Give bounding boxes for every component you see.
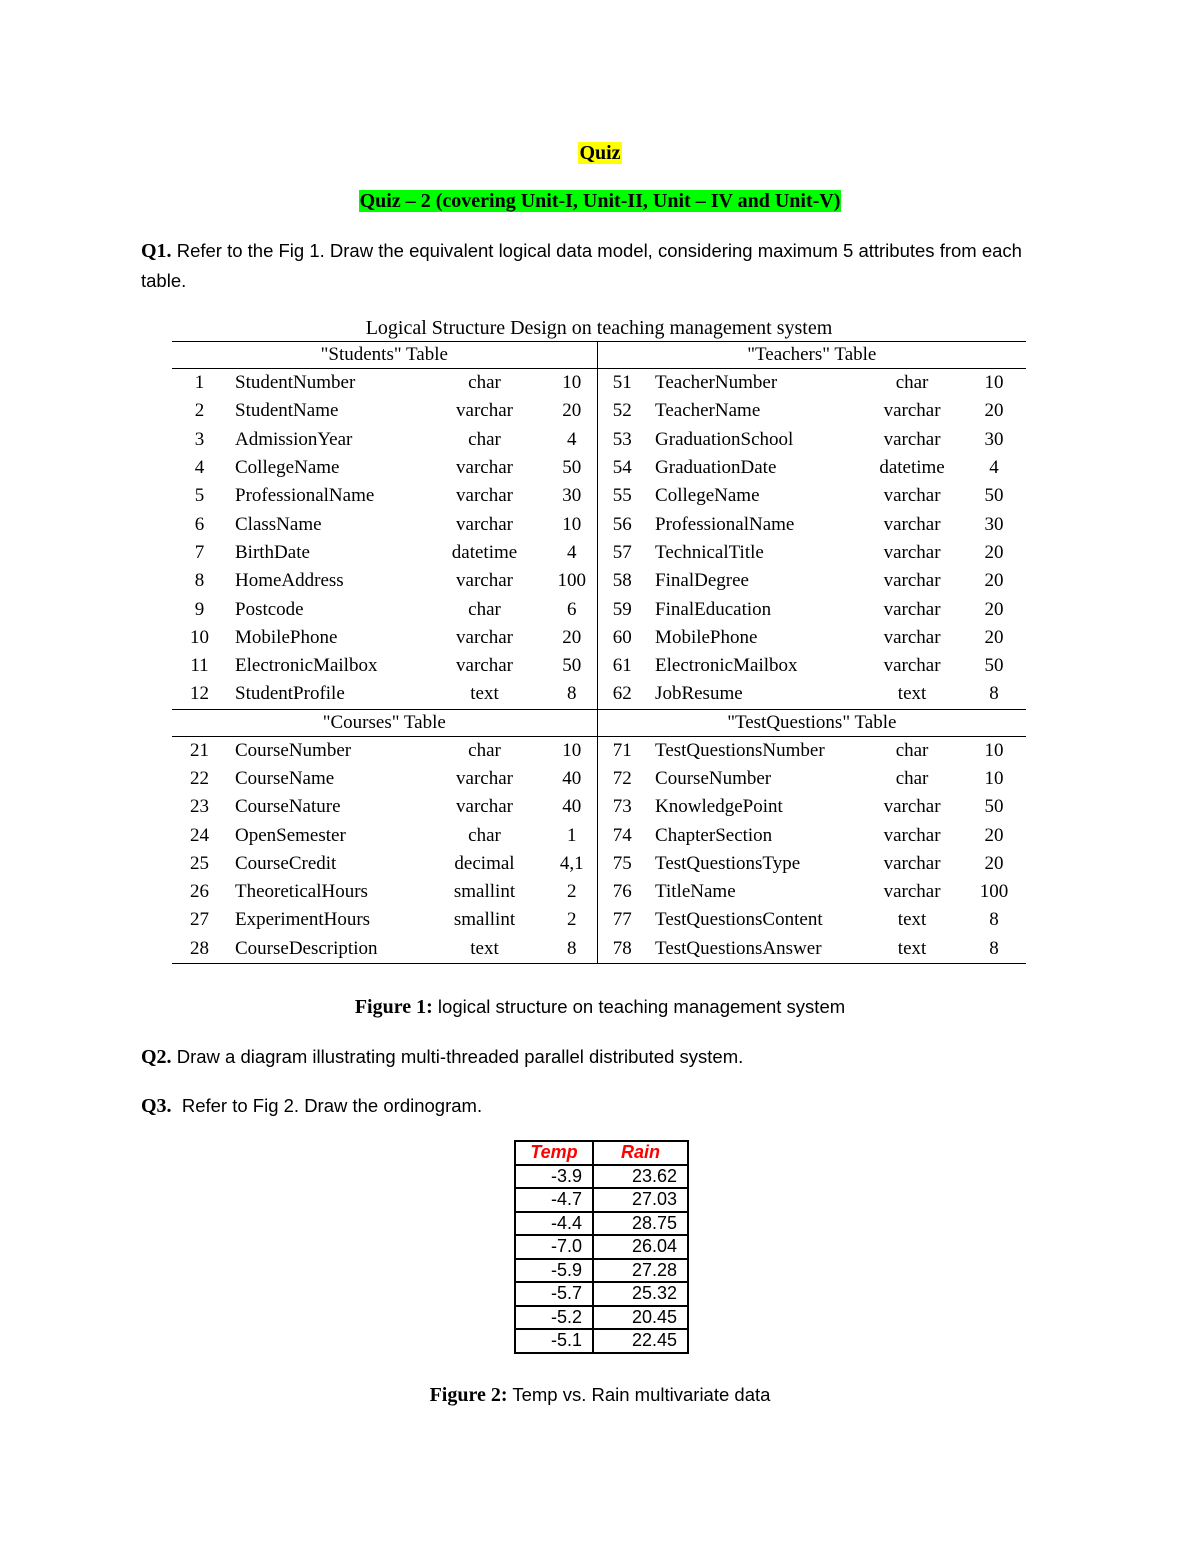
students-field-type: char bbox=[468, 598, 501, 620]
courses-field-name: CourseNumber bbox=[235, 739, 352, 761]
students-field-type: varchar bbox=[456, 513, 513, 535]
teachers-field-number: 52 bbox=[597, 397, 647, 425]
courses-field-number: 21 bbox=[190, 739, 209, 761]
courses-field-number: 28 bbox=[172, 935, 227, 964]
students-field-name: BirthDate bbox=[235, 541, 310, 563]
teachers-field-number: 59 bbox=[597, 595, 647, 623]
teachers-field-type: varchar bbox=[883, 485, 941, 507]
table-row bbox=[172, 680, 1026, 709]
temp-rain-row bbox=[515, 1212, 688, 1236]
teachers-field-number: 61 bbox=[597, 652, 647, 680]
table-row bbox=[172, 369, 1026, 398]
students-field-length: 6 bbox=[567, 598, 577, 620]
students-field-length: 8 bbox=[547, 680, 597, 709]
students-field-number: 1 bbox=[194, 372, 205, 394]
testquestions-field-name: TestQuestionsContent bbox=[655, 909, 823, 931]
table-row bbox=[172, 850, 1026, 878]
students-field-name: ProfessionalName bbox=[235, 485, 375, 507]
table-header-row bbox=[172, 342, 1026, 369]
testquestions-field-length: 100 bbox=[979, 881, 1009, 903]
courses-field-type: decimal bbox=[454, 852, 515, 874]
students-field-type: varchar bbox=[456, 400, 513, 422]
students-field-name: MobilePhone bbox=[235, 626, 338, 648]
students-field-type: datetime bbox=[451, 541, 518, 563]
temp-value: -5.9 bbox=[515, 1259, 593, 1283]
courses-field-name: ExperimentHours bbox=[235, 909, 371, 931]
temp-rain-row bbox=[515, 1282, 688, 1306]
testquestions-field-name: TitleName bbox=[655, 881, 736, 903]
temp-rain-row bbox=[515, 1188, 688, 1212]
teachers-field-type: char bbox=[895, 372, 929, 394]
teachers-field-length: 50 bbox=[984, 655, 1004, 677]
testquestions-field-length: 8 bbox=[989, 909, 999, 931]
courses-field-number: 27 bbox=[190, 909, 209, 931]
rain-value: 22.45 bbox=[593, 1329, 688, 1353]
testquestions-field-length: 20 bbox=[984, 852, 1004, 874]
rain-value: 25.32 bbox=[593, 1282, 688, 1306]
teachers-field-length: 20 bbox=[984, 598, 1004, 620]
testquestions-field-number: 72 bbox=[597, 765, 647, 793]
rain-value: 26.04 bbox=[593, 1235, 688, 1259]
students-field-length: 100 bbox=[557, 570, 587, 592]
teachers-field-length: 50 bbox=[984, 485, 1004, 507]
table-row bbox=[172, 482, 1026, 510]
teachers-field-type: varchar bbox=[883, 541, 941, 563]
logical-structure-table bbox=[172, 341, 1026, 964]
courses-field-number: 23 bbox=[190, 796, 209, 818]
testquestions-field-type: varchar bbox=[883, 852, 941, 874]
table-row bbox=[172, 935, 1026, 964]
table-row bbox=[172, 595, 1026, 623]
testquestions-field-type: text bbox=[862, 935, 962, 964]
teachers-field-number: 54 bbox=[597, 454, 647, 482]
students-field-name: CollegeName bbox=[235, 457, 340, 479]
courses-field-number: 24 bbox=[190, 824, 209, 846]
courses-field-name: CourseName bbox=[235, 768, 335, 789]
courses-field-length: 8 bbox=[547, 935, 597, 964]
courses-field-type: text bbox=[422, 935, 547, 964]
figure-1-caption-text: logical structure on teaching management system bbox=[432, 996, 846, 1017]
teachers-field-name: ElectronicMailbox bbox=[655, 655, 798, 677]
students-field-type: varchar bbox=[456, 570, 513, 592]
courses-table-title: "Courses" Table bbox=[172, 709, 597, 736]
testquestions-field-number: 77 bbox=[597, 906, 647, 934]
quiz-subheading-text: Quiz – 2 (covering Unit-I, Unit-II, Unit – IV and Unit-V) bbox=[359, 190, 841, 212]
courses-field-length: 4,1 bbox=[559, 852, 584, 874]
table-row bbox=[172, 736, 1026, 765]
temp-rain-row bbox=[515, 1165, 688, 1189]
table-row bbox=[172, 510, 1026, 538]
students-field-type: varchar bbox=[456, 485, 513, 507]
testquestions-field-name: TestQuestionsNumber bbox=[655, 739, 825, 761]
students-field-number: 2 bbox=[194, 400, 205, 422]
students-field-type: char bbox=[468, 372, 501, 394]
courses-field-type: smallint bbox=[453, 909, 516, 931]
quiz-heading-text: Quiz bbox=[579, 142, 621, 164]
teachers-table-title: "Teachers" Table bbox=[597, 342, 1026, 369]
teachers-field-name: GraduationSchool bbox=[655, 428, 794, 450]
courses-field-name: TheoreticalHours bbox=[235, 881, 368, 903]
temp-value: -3.9 bbox=[515, 1165, 593, 1189]
teachers-field-number: 60 bbox=[597, 624, 647, 652]
quiz-subheading bbox=[0, 190, 1200, 213]
testquestions-field-number: 71 bbox=[597, 736, 647, 765]
rain-value: 28.75 bbox=[593, 1212, 688, 1236]
temp-rain-row bbox=[515, 1329, 688, 1353]
testquestions-field-number: 75 bbox=[597, 850, 647, 878]
testquestions-table-title: "TestQuestions" Table bbox=[597, 709, 1026, 736]
students-field-number: 11 bbox=[190, 655, 209, 677]
testquestions-field-type: varchar bbox=[883, 824, 941, 846]
students-field-name: HomeAddress bbox=[235, 570, 344, 592]
students-field-length: 20 bbox=[562, 400, 582, 422]
question-2-label: Q2. bbox=[141, 1046, 172, 1068]
table-row bbox=[172, 652, 1026, 680]
students-field-number: 8 bbox=[194, 570, 205, 592]
students-field-length: 20 bbox=[562, 626, 582, 648]
testquestions-field-number: 73 bbox=[597, 793, 647, 821]
teachers-field-number: 58 bbox=[597, 567, 647, 595]
question-1-text: Refer to the Fig 1. Draw the equivalent logical data model, considering maximum 5 attributes from each table. bbox=[141, 240, 1022, 291]
table-row bbox=[172, 793, 1026, 821]
table-row bbox=[172, 821, 1026, 849]
teachers-field-number: 51 bbox=[597, 369, 647, 398]
table-row bbox=[172, 397, 1026, 425]
figure-1-title: Logical Structure Design on teaching management system bbox=[365, 317, 833, 339]
students-field-number: 7 bbox=[194, 541, 205, 563]
students-field-name: ElectronicMailbox bbox=[235, 655, 378, 677]
temp-rain-row bbox=[515, 1235, 688, 1259]
courses-field-length: 1 bbox=[567, 824, 577, 846]
testquestions-field-name: CourseNumber bbox=[655, 768, 772, 789]
testquestions-field-length: 10 bbox=[984, 768, 1004, 789]
students-field-length: 50 bbox=[562, 655, 582, 677]
teachers-field-name: ProfessionalName bbox=[655, 513, 795, 535]
students-field-type: varchar bbox=[456, 457, 513, 479]
courses-field-type: varchar bbox=[456, 796, 513, 818]
teachers-field-length: 10 bbox=[984, 372, 1004, 394]
temp-rain-row bbox=[515, 1259, 688, 1283]
students-field-number: 6 bbox=[194, 513, 205, 535]
students-field-length: 4 bbox=[567, 428, 577, 450]
courses-field-length: 40 bbox=[562, 796, 582, 818]
testquestions-field-number: 76 bbox=[597, 878, 647, 906]
teachers-field-number: 55 bbox=[597, 482, 647, 510]
table-row bbox=[172, 765, 1026, 793]
courses-field-name: OpenSemester bbox=[235, 824, 346, 846]
question-3-label: Q3. bbox=[141, 1095, 172, 1117]
teachers-field-type: varchar bbox=[883, 570, 941, 592]
temp-value: -5.1 bbox=[515, 1329, 593, 1353]
students-field-number: 3 bbox=[194, 428, 205, 450]
temp-value: -4.4 bbox=[515, 1212, 593, 1236]
question-1-label: Q1. bbox=[141, 240, 172, 262]
testquestions-field-number: 78 bbox=[597, 935, 647, 964]
figure-2-caption-label: Figure 2: bbox=[429, 1384, 508, 1406]
teachers-field-length: 8 bbox=[962, 680, 1026, 709]
testquestions-field-name: ChapterSection bbox=[655, 824, 773, 846]
courses-field-type: smallint bbox=[453, 881, 516, 903]
courses-field-type: char bbox=[468, 824, 501, 846]
teachers-field-number: 57 bbox=[597, 539, 647, 567]
teachers-field-type: datetime bbox=[879, 457, 945, 479]
figure-2-caption bbox=[0, 1384, 1200, 1407]
students-field-type: varchar bbox=[456, 655, 513, 677]
courses-field-number: 22 bbox=[190, 768, 209, 789]
teachers-field-length: 30 bbox=[984, 428, 1004, 450]
teachers-field-name: MobilePhone bbox=[655, 626, 758, 648]
teachers-field-name: TechnicalTitle bbox=[655, 541, 764, 563]
question-1 bbox=[141, 236, 1061, 295]
teachers-field-length: 20 bbox=[984, 541, 1004, 563]
students-field-name: StudentName bbox=[235, 400, 339, 422]
table-header-row bbox=[172, 709, 1026, 736]
students-field-name: StudentProfile bbox=[227, 680, 422, 709]
courses-field-name: CourseNature bbox=[235, 796, 341, 818]
question-2 bbox=[141, 1042, 1061, 1072]
table-row bbox=[172, 878, 1026, 906]
students-field-number: 12 bbox=[172, 680, 227, 709]
students-field-number: 10 bbox=[190, 626, 209, 648]
teachers-field-number: 53 bbox=[597, 426, 647, 454]
teachers-field-name: GraduationDate bbox=[655, 457, 777, 479]
teachers-field-number: 56 bbox=[597, 510, 647, 538]
teachers-field-name: CollegeName bbox=[655, 485, 760, 507]
temp-value: -4.7 bbox=[515, 1188, 593, 1212]
teachers-field-length: 30 bbox=[984, 513, 1004, 535]
students-table-title: "Students" Table bbox=[172, 342, 597, 369]
testquestions-field-type: char bbox=[895, 739, 929, 761]
teachers-field-name: JobResume bbox=[647, 680, 862, 709]
temp-header: Temp bbox=[515, 1141, 593, 1165]
rain-value: 20.45 bbox=[593, 1306, 688, 1330]
students-field-type: char bbox=[468, 428, 501, 450]
table-row bbox=[172, 567, 1026, 595]
students-field-name: Postcode bbox=[235, 598, 304, 620]
testquestions-field-name: TestQuestionsAnswer bbox=[647, 935, 862, 964]
rain-header: Rain bbox=[593, 1141, 688, 1165]
teachers-field-number: 62 bbox=[597, 680, 647, 709]
teachers-field-type: varchar bbox=[883, 428, 941, 450]
testquestions-field-type: varchar bbox=[883, 881, 941, 903]
figure-1-caption-label: Figure 1: bbox=[354, 996, 433, 1018]
courses-field-name: CourseDescription bbox=[227, 935, 422, 964]
question-2-text: Draw a diagram illustrating multi-threaded parallel distributed system. bbox=[171, 1046, 744, 1067]
students-field-length: 4 bbox=[567, 541, 577, 563]
teachers-field-type: varchar bbox=[883, 655, 941, 677]
table-row bbox=[172, 426, 1026, 454]
temp-rain-row bbox=[515, 1306, 688, 1330]
table-row bbox=[172, 624, 1026, 652]
table-row bbox=[172, 906, 1026, 934]
question-3 bbox=[141, 1091, 1061, 1121]
students-field-length: 50 bbox=[562, 457, 582, 479]
courses-field-number: 25 bbox=[190, 852, 209, 874]
courses-field-type: char bbox=[468, 739, 501, 761]
teachers-field-length: 20 bbox=[984, 626, 1004, 648]
courses-field-name: CourseCredit bbox=[235, 852, 337, 874]
courses-field-number: 26 bbox=[190, 881, 209, 903]
testquestions-field-length: 8 bbox=[962, 935, 1026, 964]
students-field-type: varchar bbox=[456, 626, 513, 648]
testquestions-field-name: TestQuestionsType bbox=[655, 852, 801, 874]
courses-field-length: 10 bbox=[562, 739, 582, 761]
courses-field-length: 40 bbox=[562, 768, 582, 789]
students-field-length: 10 bbox=[562, 513, 582, 535]
rain-value: 23.62 bbox=[593, 1165, 688, 1189]
testquestions-field-length: 10 bbox=[984, 739, 1004, 761]
teachers-field-name: TeacherNumber bbox=[655, 372, 778, 394]
students-field-name: ClassName bbox=[235, 513, 322, 535]
teachers-field-length: 20 bbox=[984, 570, 1004, 592]
teachers-field-length: 4 bbox=[989, 457, 999, 479]
table-row bbox=[172, 454, 1026, 482]
teachers-field-type: varchar bbox=[883, 626, 941, 648]
students-field-name: AdmissionYear bbox=[235, 428, 353, 450]
teachers-field-name: FinalEducation bbox=[655, 598, 772, 620]
testquestions-field-type: char bbox=[895, 768, 929, 789]
courses-field-length: 2 bbox=[567, 881, 577, 903]
students-field-number: 4 bbox=[194, 457, 205, 479]
courses-field-length: 2 bbox=[567, 909, 577, 931]
teachers-field-type: text bbox=[862, 680, 962, 709]
temp-value: -7.0 bbox=[515, 1235, 593, 1259]
figure-1-caption bbox=[0, 996, 1200, 1019]
temp-rain-header-row bbox=[515, 1141, 688, 1165]
students-field-length: 30 bbox=[562, 485, 582, 507]
table-row bbox=[172, 539, 1026, 567]
teachers-field-name: FinalDegree bbox=[655, 570, 749, 592]
teachers-field-type: varchar bbox=[883, 598, 941, 620]
figure-1-table bbox=[172, 316, 1026, 964]
students-field-length: 10 bbox=[562, 372, 582, 394]
rain-value: 27.28 bbox=[593, 1259, 688, 1283]
students-field-number: 5 bbox=[194, 485, 205, 507]
testquestions-field-number: 74 bbox=[597, 821, 647, 849]
testquestions-field-length: 20 bbox=[984, 824, 1004, 846]
temp-value: -5.2 bbox=[515, 1306, 593, 1330]
figure-2-caption-text: Temp vs. Rain multivariate data bbox=[507, 1384, 771, 1405]
teachers-field-type: varchar bbox=[883, 400, 941, 422]
question-3-text: Refer to Fig 2. Draw the ordinogram. bbox=[171, 1095, 483, 1116]
temp-value: -5.7 bbox=[515, 1282, 593, 1306]
courses-field-type: varchar bbox=[456, 768, 513, 789]
testquestions-field-name: KnowledgePoint bbox=[655, 796, 783, 818]
students-field-name: StudentNumber bbox=[235, 372, 356, 394]
testquestions-field-length: 50 bbox=[984, 796, 1004, 818]
testquestions-field-type: varchar bbox=[883, 796, 941, 818]
teachers-field-type: varchar bbox=[883, 513, 941, 535]
figure-2-table bbox=[514, 1140, 689, 1354]
students-field-type: text bbox=[422, 680, 547, 709]
rain-value: 27.03 bbox=[593, 1188, 688, 1212]
quiz-heading bbox=[0, 142, 1200, 165]
teachers-field-name: TeacherName bbox=[655, 400, 761, 422]
teachers-field-length: 20 bbox=[984, 400, 1004, 422]
students-field-number: 9 bbox=[194, 598, 205, 620]
testquestions-field-type: text bbox=[897, 909, 927, 931]
